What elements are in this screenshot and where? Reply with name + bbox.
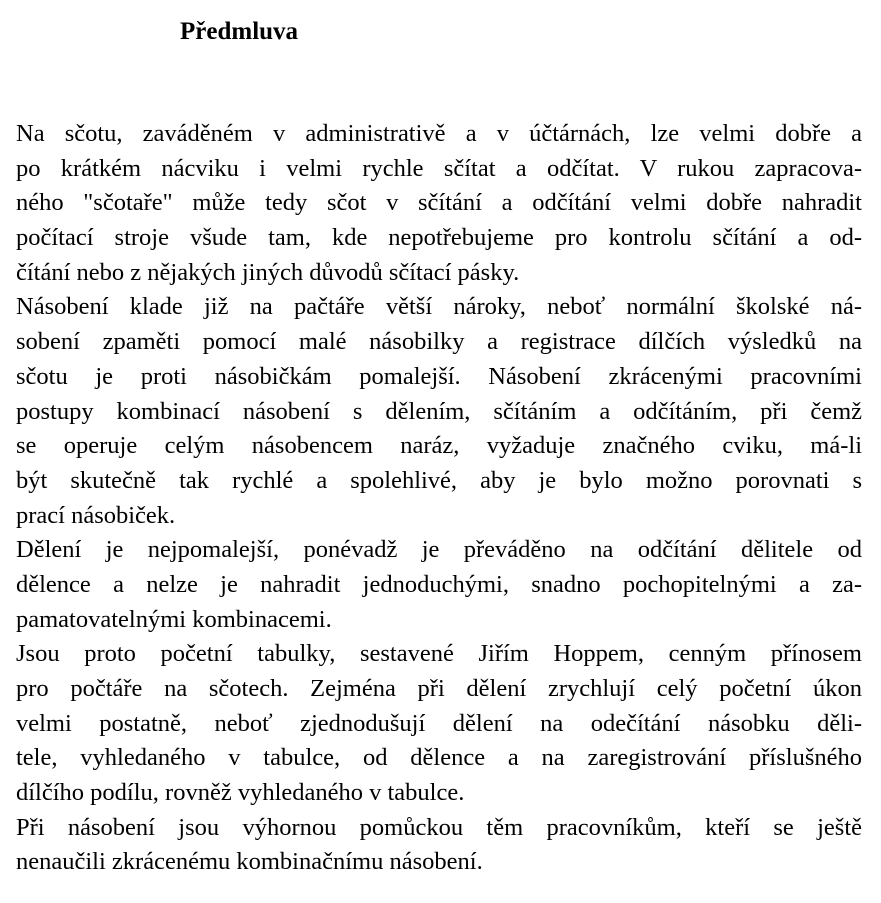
- text-line: prací násobiček.: [16, 501, 176, 529]
- text-line: Při násobení jsou výhornou pomůckou těm pracovníkům, kteří se ještě: [16, 813, 862, 841]
- text-line: pamatovatelnými kombinacemi.: [16, 605, 332, 633]
- text-line: dílčího podílu, rovněž vyhledaného v tabulce.: [16, 779, 465, 807]
- text-line: sčotu je proti násobičkám pomalejší. Násobení zkrácenými pracovními: [16, 362, 862, 390]
- text-line: nenaučili zkrácenému kombinačnímu násobení.: [16, 848, 483, 876]
- text-line: velmi postatně, neboť zjednodušují dělení na odečítání násobku děli-: [16, 709, 862, 737]
- text-line: po krátkém nácviku i velmi rychle sčítat a odčítat. V rukou zapracova-: [16, 154, 862, 182]
- text-line: se operuje celým násobencem naráz, vyžaduje značného cviku, má-li: [16, 432, 862, 460]
- text-line: být skutečně tak rychlé a spolehlivé, aby je bylo možno porovnati s: [16, 466, 862, 494]
- text-line: počítací stroje všude tam, kde nepotřebujeme pro kontrolu sčítání a od-: [16, 224, 862, 252]
- text-line: pro počtáře na sčotech. Zejména při dělení zrychlují celý početní úkon: [16, 675, 862, 702]
- text-line: dělence a nelze je nahradit jednoduchými, snadno pochopitelnými a za-: [16, 570, 862, 598]
- page-title: Předmluva: [180, 18, 299, 45]
- text-line: Násobení klade již na pačtáře větší nároky, neboť normální školské ná-: [16, 293, 862, 321]
- text-line: čítání nebo z nějakých jiných důvodů sčítací pásky.: [16, 258, 520, 286]
- text-line: Dělení je nejpomalejší, ponévadž je převáděno na odčítání dělitele od: [16, 536, 862, 564]
- text-line: Jsou proto početní tabulky, sestavené Jiřím Hoppem, cenným přínosem: [16, 640, 862, 668]
- preface-body: [16, 117, 862, 880]
- text-line: tele, vyhledaného v tabulce, od dělence a na zaregistrování příslušného: [16, 744, 862, 772]
- text-line: postupy kombinací násobení s dělením, sčítáním a odčítáním, při čemž: [16, 397, 862, 425]
- text-line: Na sčotu, zaváděném v administrativě a v účtárnách, lze velmi dobře a: [16, 120, 862, 147]
- text-line: sobení zpaměti pomocí malé násobilky a registrace dílčích výsledků na: [16, 328, 862, 356]
- text-line: ného "sčotaře" může tedy sčot v sčítání a odčítání velmi dobře nahradit: [16, 189, 862, 217]
